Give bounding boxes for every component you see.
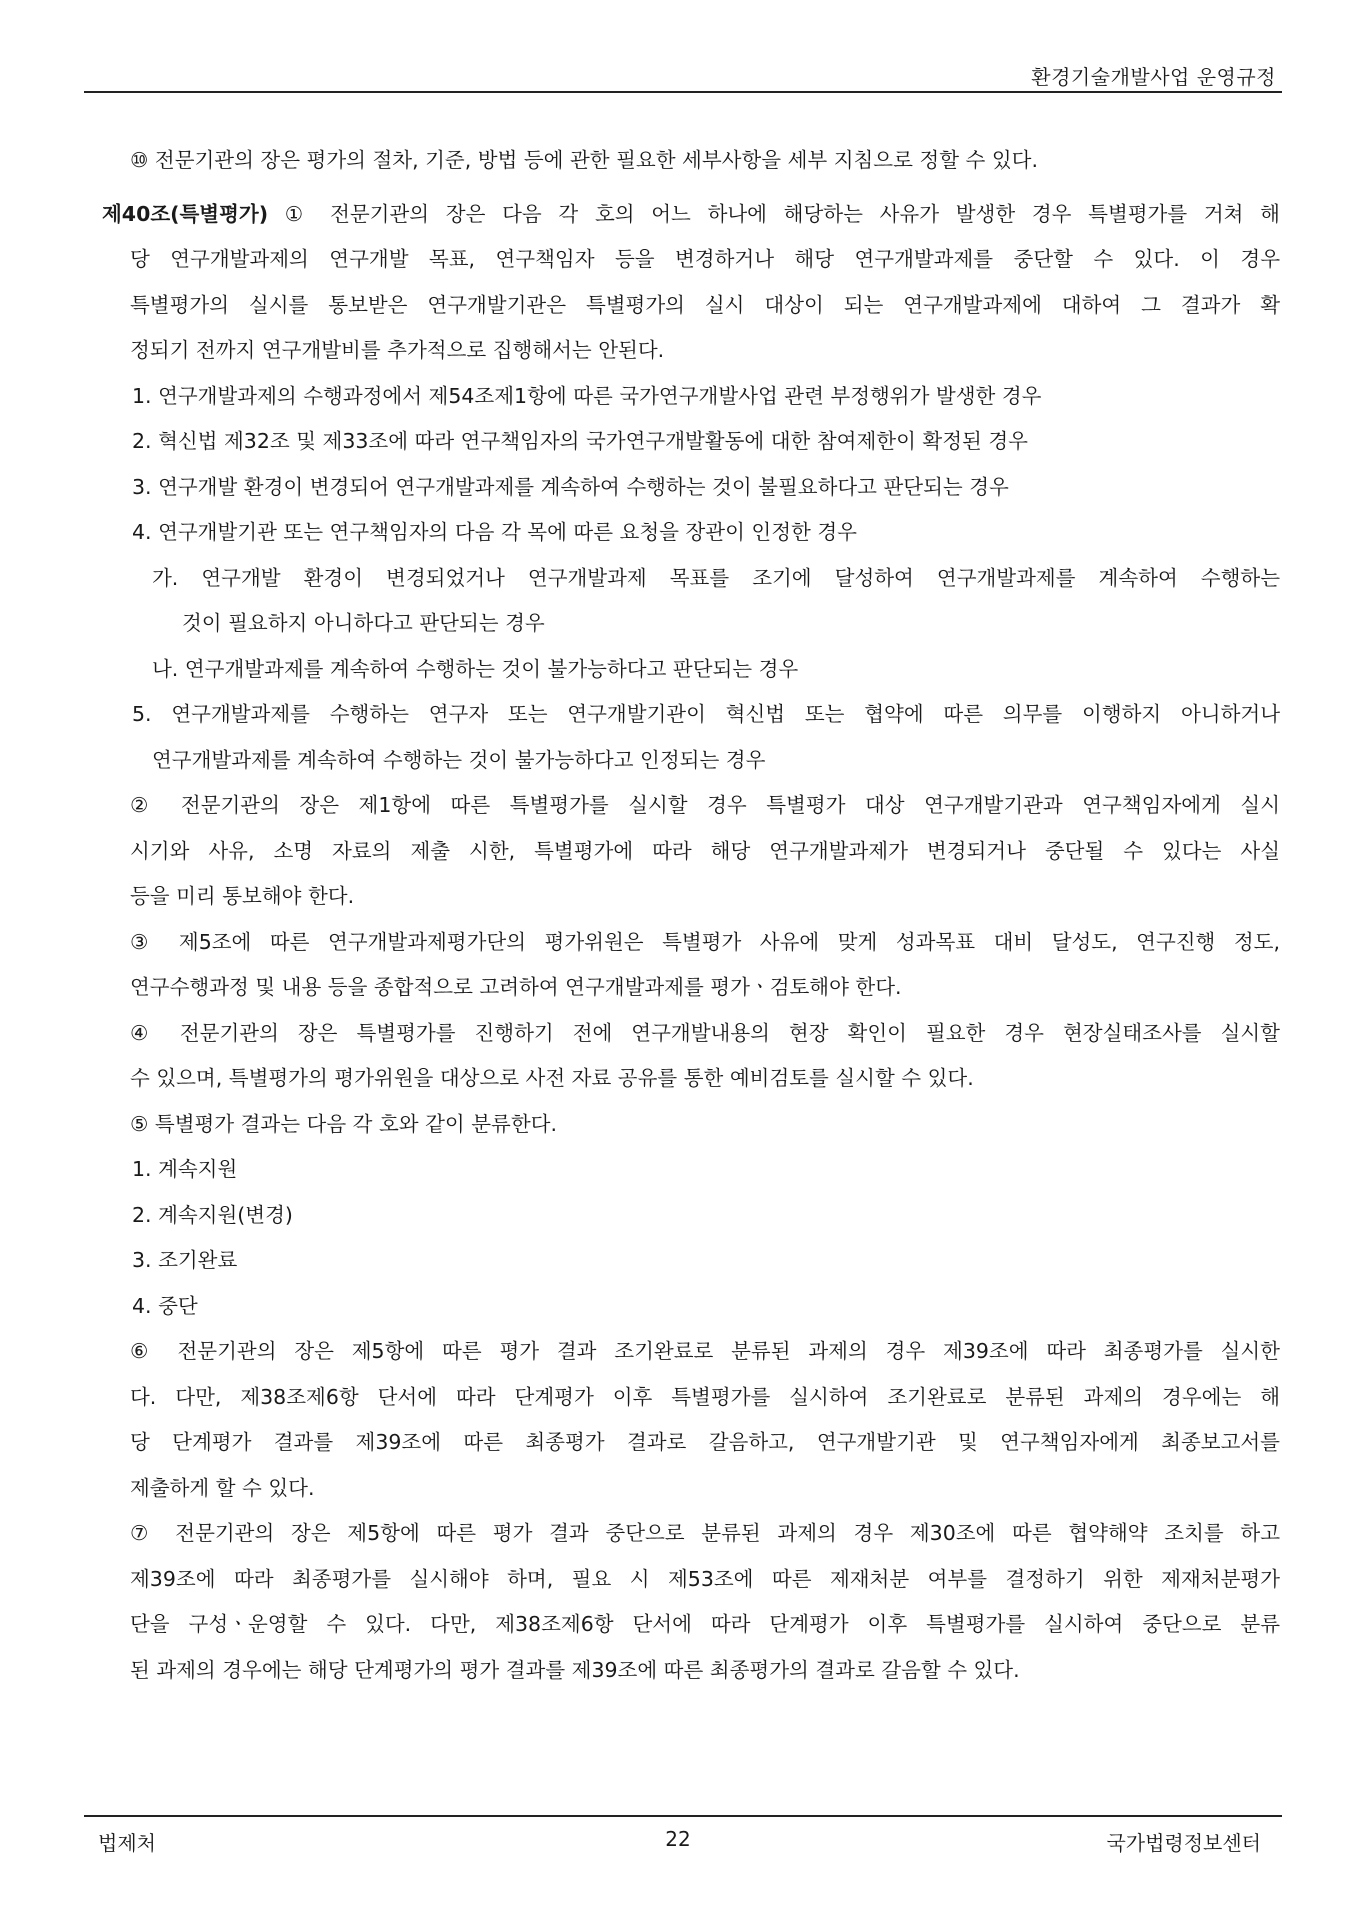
footer-publisher: 법제처 xyxy=(98,1831,156,1855)
paragraph-6-line-2: 다. 다만, 제38조제6항 단서에 따라 단계평가 이후 특별평가를 실시하여 조기완료로 분류된 과제의 경우에는 해 xyxy=(130,1384,1280,1409)
result-item-3: 3. 조기완료 xyxy=(132,1248,238,1272)
paragraph-7-line-1: ⑦ 전문기관의 장은 제5항에 따른 평가 결과 중단으로 분류된 과제의 경우 제30조에 따른 협약해약 조치를 하고 xyxy=(130,1521,1280,1545)
footer-source: 국가법령정보센터 xyxy=(1106,1831,1261,1855)
article-40-line-3: 특별평가의 실시를 통보받은 연구개발기관은 특별평가의 실시 대상이 되는 연구개발과제에 대하여 그 결과가 확 xyxy=(130,292,1280,317)
paragraph-10: ⑩ 전문기관의 장은 평가의 절차, 기준, 방법 등에 관한 필요한 세부사항을 세부 지침으로 정할 수 있다. xyxy=(130,148,1038,172)
paragraph-7-line-3: 단을 구성ㆍ운영할 수 있다. 다만, 제38조제6항 단서에 따라 단계평가 이후 특별평가를 실시하여 중단으로 분류 xyxy=(130,1612,1280,1636)
list-item-5-line-2: 연구개발과제를 계속하여 수행하는 것이 불가능하다고 인정되는 경우 xyxy=(152,747,766,772)
footer-divider xyxy=(84,1815,1282,1817)
paragraph-5: ⑤ 특별평가 결과는 다음 각 호와 같이 분류한다. xyxy=(130,1111,557,1136)
article-40-line-2: 당 연구개발과제의 연구개발 목표, 연구책임자 등을 변경하거나 해당 연구개발과제를 중단할 수 있다. 이 경우 xyxy=(130,247,1280,271)
header-title: 환경기술개발사업 운영규정 xyxy=(1031,65,1276,89)
paragraph-2-line-3: 등을 미리 통보해야 한다. xyxy=(130,884,355,908)
sub-item-ga-line-2: 것이 필요하지 아니하다고 판단되는 경우 xyxy=(182,611,545,635)
article-40-line-1 xyxy=(102,192,1280,238)
result-item-2: 2. 계속지원(변경) xyxy=(132,1202,293,1227)
paragraph-4-line-2: 수 있으며, 특별평가의 평가위원을 대상으로 사전 자료 공유를 통한 예비검토를 실시할 수 있다. xyxy=(130,1066,974,1090)
document-body xyxy=(102,138,1281,1693)
paragraph-3-line-2: 연구수행과정 및 내용 등을 종합적으로 고려하여 연구개발과제를 평가ㆍ검토해야 한다. xyxy=(130,975,902,999)
list-item-1: 1. 연구개발과제의 수행과정에서 제54조제1항에 따른 국가연구개발사업 관련 부정행위가 발생한 경우 xyxy=(132,383,1042,408)
paragraph-4-line-1: ④ 전문기관의 장은 특별평가를 진행하기 전에 연구개발내용의 현장 확인이 필요한 경우 현장실태조사를 실시할 xyxy=(130,1020,1280,1045)
paragraph-3-line-1: ③ 제5조에 따른 연구개발과제평가단의 평가위원은 특별평가 사유에 맞게 성과목표 대비 달성도, 연구진행 정도, xyxy=(130,929,1280,954)
article-40-line-4: 정되기 전까지 연구개발비를 추가적으로 집행해서는 안된다. xyxy=(130,338,665,362)
list-item-5-line-1: 5. 연구개발과제를 수행하는 연구자 또는 연구개발기관이 혁신법 또는 협약에 따른 의무를 이행하지 아니하거나 xyxy=(132,702,1280,726)
article-40-heading: 제40조(특별평가) xyxy=(102,201,269,226)
paragraph-7-line-2: 제39조에 따라 최종평가를 실시해야 하며, 필요 시 제53조에 따른 제재처분 여부를 결정하기 위한 제재처분평가 xyxy=(130,1566,1280,1591)
list-item-3: 3. 연구개발 환경이 변경되어 연구개발과제를 계속하여 수행하는 것이 불필요하다고 판단되는 경우 xyxy=(132,474,1009,499)
list-item-4: 4. 연구개발기관 또는 연구책임자의 다음 각 목에 따른 요청을 장관이 인정한 경우 xyxy=(132,520,857,544)
header-divider xyxy=(84,91,1282,93)
paragraph-6-line-3: 당 단계평가 결과를 제39조에 따른 최종평가 결과로 갈음하고, 연구개발기관 및 연구책임자에게 최종보고서를 xyxy=(130,1430,1280,1454)
list-item-2: 2. 혁신법 제32조 및 제33조에 따라 연구책임자의 국가연구개발활동에 대한 참여제한이 확정된 경우 xyxy=(132,429,1028,453)
paragraph-7-line-4: 된 과제의 경우에는 해당 단계평가의 평가 결과를 제39조에 따른 최종평가의 결과로 갈음할 수 있다. xyxy=(130,1657,1020,1682)
paragraph-2-line-2: 시기와 사유, 소명 자료의 제출 시한, 특별평가에 따라 해당 연구개발과제가 변경되거나 중단될 수 있다는 사실 xyxy=(130,838,1280,863)
result-item-4: 4. 중단 xyxy=(132,1293,198,1318)
sub-item-ga-line-1: 가. 연구개발 환경이 변경되었거나 연구개발과제 목표를 조기에 달성하여 연구개발과제를 계속하여 수행하는 xyxy=(152,565,1281,590)
article-40-paragraph-1-start: ① 전문기관의 장은 다음 각 호의 어느 하나에 해당하는 사유가 발생한 경우 특별평가를 거쳐 해 xyxy=(268,201,1280,226)
result-item-1: 1. 계속지원 xyxy=(132,1157,238,1181)
paragraph-6-line-1: ⑥ 전문기관의 장은 제5항에 따른 평가 결과 조기완료로 분류된 과제의 경우 제39조에 따라 최종평가를 실시한 xyxy=(130,1339,1280,1363)
page-number: 22 xyxy=(665,1827,691,1851)
paragraph-2-line-1: ② 전문기관의 장은 제1항에 따른 특별평가를 실시할 경우 특별평가 대상 연구개발기관과 연구책임자에게 실시 xyxy=(130,793,1280,817)
sub-item-na: 나. 연구개발과제를 계속하여 수행하는 것이 불가능하다고 판단되는 경우 xyxy=(152,656,799,681)
paragraph-6-line-4: 제출하게 할 수 있다. xyxy=(130,1475,315,1500)
